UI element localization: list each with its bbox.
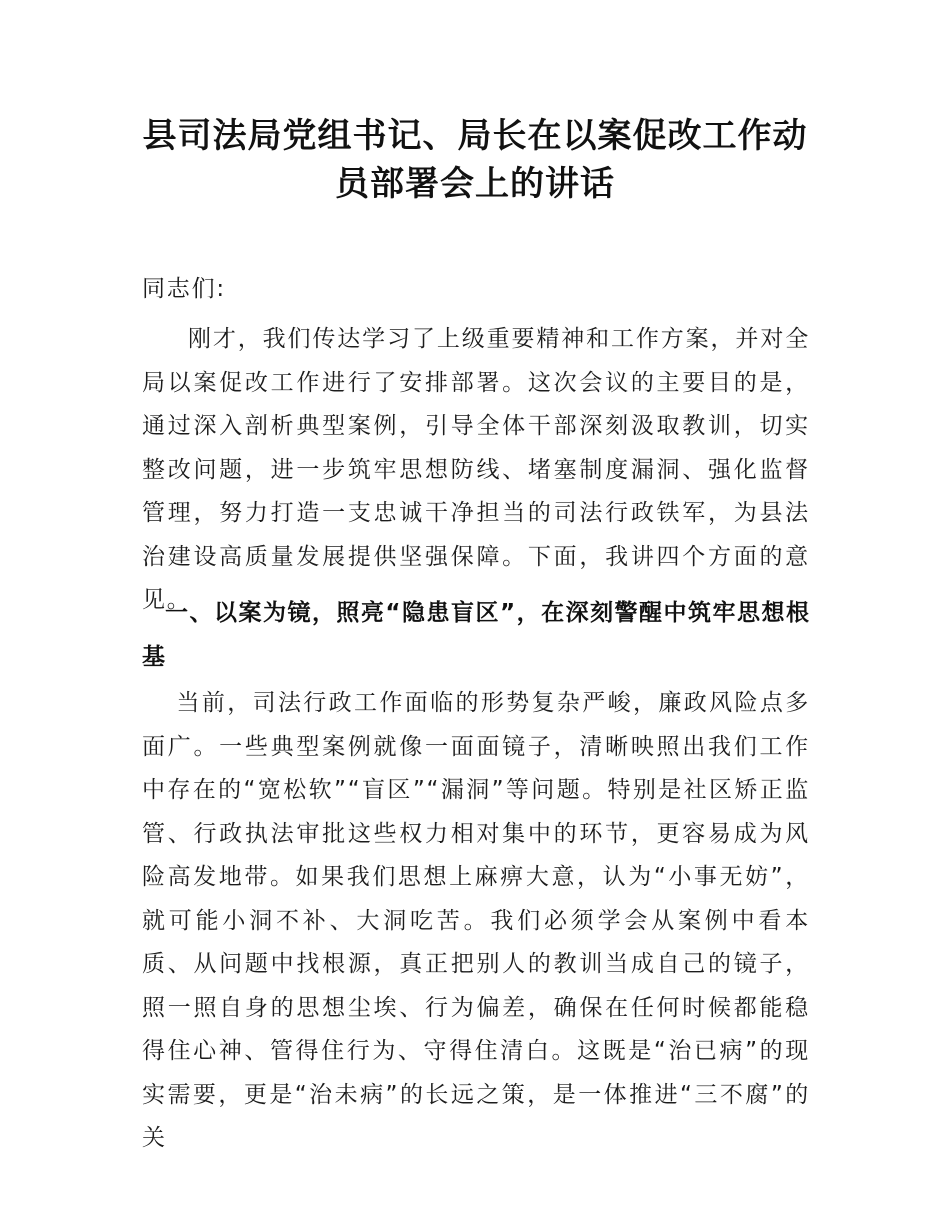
document-title: 县司法局党组书记、局长在以案促改工作动员部署会上的讲话 [142,116,808,204]
opening-paragraph: 刚才，我们传达学习了上级重要精神和工作方案，并对全局以案促改工作进行了安排部署。这次会议的主要目的是，通过深入剖析典型案例，引导全体干部深刻汲取教训，切实整改问题，进一步筑牢思想防线、堵塞制度漏洞、强化监督管理，努力打造一支忠诚干净担当的司法行政铁军，为县法治建设高质量发展提供坚强保障。下面，我讲四个方面的意见。 [142,326,810,613]
salutation: 同志们: [142,276,226,302]
section-one-paragraph: 当前，司法行政工作面临的形势复杂严峻，廉政风险点多面广。一些典型案例就像一面面镜子，清晰映照出我们工作中存在的“宽松软”“盲区”“漏洞”等问题。特别是社区矫正监管、行政执法审批这些权力相对集中的环节，更容易成为风险高发地带。如果我们思想上麻痹大意，认为“小事无妨”，就可能小洞不补、大洞吃苦。我们必须学会从案例中看本质、从问题中找根源，真正把别人的教训当成自己的镜子，照一照自身的思想尘埃、行为偏差，确保在任何时候都能稳得住心神、管得住行为、守得住清白。这既是“治已病”的现实需要，更是“治未病”的长远之策，是一体推进“三不腐”的关 [142,690,810,1151]
section-heading-one: 一、以案为镜，照亮“隐患盲区”，在深刻警醒中筑牢思想根基 [142,600,810,670]
